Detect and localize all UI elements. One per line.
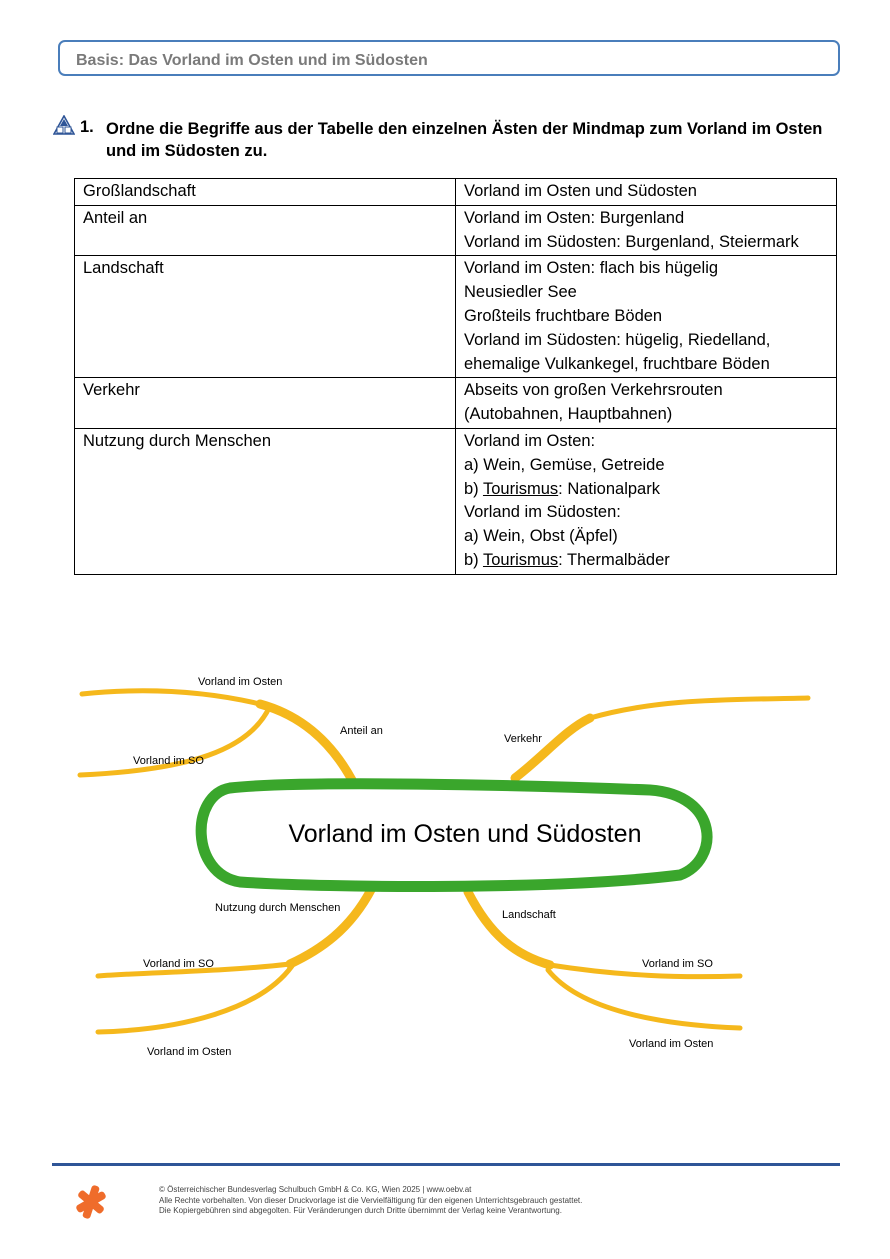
sub-label-bl-top: Vorland im SO bbox=[143, 958, 214, 970]
table-cell-label: Verkehr bbox=[75, 378, 456, 429]
mindmap bbox=[0, 660, 890, 1080]
table-cell-label: Landschaft bbox=[75, 256, 456, 378]
cell-line bbox=[464, 549, 828, 573]
cell-line: (Autobahnen, Hauptbahnen) bbox=[464, 405, 673, 424]
table-cell-label: Nutzung durch Menschen bbox=[75, 428, 456, 574]
branch-label-nutzung: Nutzung durch Menschen bbox=[215, 902, 341, 914]
table-cell-value bbox=[456, 378, 837, 429]
table-cell-value bbox=[456, 256, 837, 378]
publisher-logo-icon bbox=[72, 1183, 110, 1221]
branch-landschaft bbox=[468, 892, 550, 965]
cell-line: Großteils fruchtbare Böden bbox=[464, 306, 663, 325]
table-cell-label: Anteil an bbox=[75, 205, 456, 256]
cell-line: Vorland im Osten und Südosten bbox=[464, 182, 697, 200]
branch-anteil bbox=[260, 704, 352, 780]
footer-line: Alle Rechte vorbehalten. Von dieser Druckvorlage ist die Vervielfältigung für den eigenen Unterrichtsgebrauch gestattet. bbox=[159, 1195, 583, 1205]
header-box bbox=[58, 40, 840, 76]
sub-label-br-bottom: Vorland im Osten bbox=[629, 1038, 714, 1050]
cell-line: Vorland im Südosten: hügelig, Riedelland, bbox=[464, 330, 771, 349]
table-row bbox=[75, 205, 837, 256]
sub-branch-tl-top bbox=[82, 691, 260, 704]
footer-divider bbox=[52, 1163, 840, 1166]
table-row bbox=[75, 428, 837, 574]
table-cell-value bbox=[456, 179, 837, 206]
cell-line: Vorland im Osten: bbox=[464, 431, 596, 450]
tourism-prefix: b) bbox=[464, 479, 483, 498]
branch-label-landschaft: Landschaft bbox=[502, 909, 556, 921]
cell-line: Vorland im Osten: Burgenland bbox=[464, 208, 685, 227]
cell-line bbox=[464, 478, 828, 502]
info-table bbox=[74, 178, 837, 575]
footer-line: © Österreichischer Bundesverlag Schulbuch GmbH & Co. KG, Wien 2025 | www.oebv.at bbox=[159, 1185, 472, 1194]
cell-line: Vorland im Südosten: Burgenland, Steiermark bbox=[464, 232, 799, 251]
footer-copyright bbox=[159, 1185, 582, 1217]
sub-branch-tr bbox=[590, 698, 808, 718]
tourism-east: : Nationalpark bbox=[558, 479, 660, 498]
cell-line: a) Wein, Gemüse, Getreide bbox=[464, 455, 665, 474]
tourism-word: Tourismus bbox=[482, 479, 559, 498]
sub-label-tl-top: Vorland im Osten bbox=[198, 676, 283, 688]
branch-verkehr bbox=[515, 718, 590, 778]
cell-line: a) Wein, Obst (Äpfel) bbox=[464, 527, 618, 546]
difficulty-triangle-icon bbox=[53, 115, 75, 135]
cell-line: Vorland im Osten: flach bis hügelig bbox=[464, 259, 719, 278]
cell-line: Abseits von großen Verkehrsrouten bbox=[464, 381, 723, 400]
table-cell-label: Großlandschaft bbox=[75, 179, 456, 206]
page-title: Basis: Das Vorland im Osten und im Südosten bbox=[76, 52, 428, 69]
tourism-prefix: b) bbox=[464, 550, 483, 569]
branch-nutzung bbox=[290, 888, 372, 964]
table-cell-value bbox=[456, 205, 837, 256]
table-cell-value bbox=[456, 428, 837, 574]
sub-label-bl-bottom: Vorland im Osten bbox=[147, 1046, 232, 1058]
table-row bbox=[75, 256, 837, 378]
cell-line: Vorland im Südosten: bbox=[464, 503, 621, 522]
branch-label-verkehr: Verkehr bbox=[504, 733, 542, 745]
footer-line: Die Kopiergebühren sind abgegolten. Für Veränderungen durch Dritte übernimmt der Verlag keine Verantwortung. bbox=[159, 1206, 562, 1215]
sub-label-tl-bottom: Vorland im SO bbox=[133, 755, 204, 767]
sub-label-br-top: Vorland im SO bbox=[642, 958, 713, 970]
cell-line: Neusiedler See bbox=[464, 283, 577, 302]
tourism-word: Tourismus bbox=[482, 550, 559, 569]
task-instruction: Ordne die Begriffe aus der Tabelle den einzelnen Ästen der Mindmap zum Vorland im Osten und im Südosten zu. bbox=[106, 120, 823, 160]
table-row bbox=[75, 378, 837, 429]
branch-label-anteil: Anteil an bbox=[340, 725, 383, 737]
cell-line: ehemalige Vulkankegel, fruchtbare Böden bbox=[464, 354, 770, 373]
tourism-southeast: : Thermalbäder bbox=[558, 550, 670, 569]
mindmap-center-label: Vorland im Osten und Südosten bbox=[288, 820, 642, 848]
task-number: 1. bbox=[80, 118, 94, 136]
table-row bbox=[75, 179, 837, 206]
